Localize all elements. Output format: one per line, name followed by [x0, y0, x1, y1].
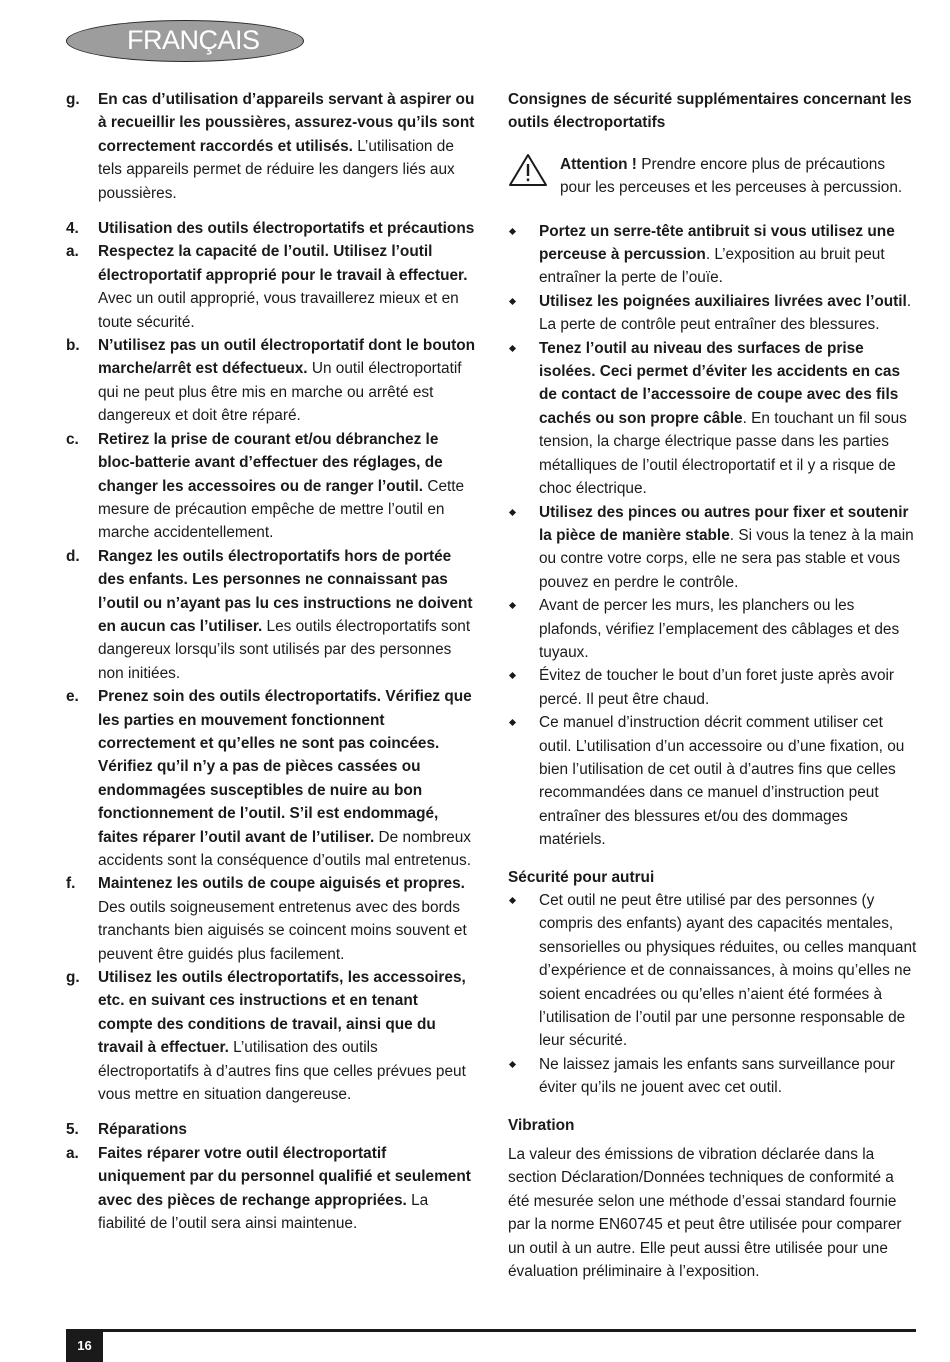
item-text: L’utilisation des outils électroportatifs à d’autres fins que celles prévues peut vous mettre en situation dangereuse.	[98, 1039, 466, 1104]
instruction-e	[66, 685, 476, 872]
item-bold-text: Portez un serre-tête antibruit si vous utilisez une perceuse à percussion	[539, 222, 895, 264]
item-text: Un outil électroportatif qui ne peut plus être mis en marche ou arrêté est dangereux et doit être réparé.	[98, 360, 462, 425]
right-column	[508, 88, 918, 1284]
item-marker: c.	[66, 430, 79, 448]
item-marker: a.	[66, 243, 79, 261]
item-text: Des outils soigneusement entretenus avec des bords tranchants bien aiguisés se coincent moins souvent et peuvent être guidés plus facilement.	[98, 898, 467, 963]
item-bold-text: Respectez la capacité de l’outil. Utilisez l’outil électroportatif approprié pour le travail à effectuer.	[98, 243, 468, 284]
attention-notice	[508, 153, 918, 200]
additional-safety-heading: Consignes de sécurité supplémentaires concernant les outils électroportatifs	[508, 91, 912, 132]
section-5-heading	[66, 1118, 476, 1141]
section-number: 4.	[66, 220, 79, 238]
list-item	[508, 220, 918, 290]
item-text: Évitez de toucher le bout d’un foret juste après avoir percé. Il peut être chaud.	[539, 667, 895, 708]
item-marker: a.	[66, 1144, 79, 1162]
item-bold-text: Faites réparer votre outil électroportatif uniquement par du personnel qualifié et seulement avec des pièces de rechange appropriées.	[98, 1144, 471, 1209]
vibration-paragraph: La valeur des émissions de vibration déclarée dans la section Déclaration/Données techniques de conformité a été mesurée selon une méthode d’essai standard fournie par la norme EN60745 et peut être utilisée pour comparer un outil à un autre. Elle peut aussi être utilisée pour une évaluation préliminaire à l’exposition.	[508, 1146, 902, 1281]
section-title: Utilisation des outils électroportatifs et précautions	[98, 220, 475, 238]
instruction-g	[66, 88, 476, 205]
safety-others-heading: Sécurité pour autrui	[508, 868, 655, 886]
item-marker: e.	[66, 688, 79, 706]
list-item	[508, 501, 918, 595]
bullet-diamond-icon	[509, 897, 516, 904]
bullet-diamond-icon	[509, 1061, 516, 1068]
item-bold-text: Tenez l’outil au niveau des surfaces de prise isolées. Ceci permet d’éviter les accidents en cas de contact de l’accessoire de coupe avec des fils cachés ou son propre câble	[539, 339, 901, 427]
instruction-b	[66, 334, 476, 428]
item-text: . La perte de contrôle peut entraîner des blessures.	[539, 292, 912, 334]
item-text: Avant de percer les murs, les planchers ou les plafonds, vérifiez l’emplacement des câblages et des tuyaux.	[539, 597, 900, 661]
instruction-a-repairs	[66, 1142, 476, 1236]
page-number: 16	[66, 1329, 103, 1362]
item-text: Cette mesure de précaution empêche de mettre l’outil en marche accidentellement.	[98, 477, 465, 542]
left-column	[66, 88, 476, 1236]
bullet-diamond-icon	[509, 602, 516, 609]
language-label: FRANÇAIS	[127, 25, 260, 55]
warning-triangle-icon	[508, 153, 548, 187]
item-text: Avec un outil approprié, vous travaillerez mieux et en toute sécurité.	[98, 290, 459, 331]
bullet-diamond-icon	[509, 508, 516, 515]
instruction-a	[66, 240, 476, 334]
footer-rule	[66, 1329, 916, 1332]
list-item	[508, 664, 918, 711]
bullet-diamond-icon	[509, 719, 516, 726]
bullet-diamond-icon	[509, 298, 516, 305]
item-text: De nombreux accidents sont la conséquence d’outils mal entretenus.	[98, 828, 472, 869]
section-4-heading	[66, 217, 476, 240]
item-marker: b.	[66, 337, 80, 355]
item-text: Cet outil ne peut être utilisé par des personnes (y compris des enfants) ayant des capacités mentales, sensorielles ou physiques réduites, ou celles manquant d’expérience et de connaissances, à moins qu’elles ne soient encadrées ou qu’elles n’aient été formées à l’utilisation de l’outil par une personne responsable de leur sécurité.	[539, 892, 917, 1050]
list-item	[508, 889, 918, 1053]
item-bold-text: Utilisez les outils électroportatifs, les accessoires, etc. en suivant ces instructions et en tenant compte des conditions de travail, ainsi que du travail à effectuer.	[98, 969, 466, 1057]
vibration-heading: Vibration	[508, 1116, 575, 1134]
item-bold-text: N’utilisez pas un outil électroportatif dont le bouton marche/arrêt est défectueux.	[98, 337, 476, 378]
item-bold-text: Rangez les outils électroportatifs hors de portée des enfants. Les personnes ne connaissant pas l’outil ou n’ayant pas lu ces instructions ne doivent en aucun cas l’utiliser.	[98, 547, 473, 635]
section-number: 5.	[66, 1121, 79, 1139]
item-marker: g.	[66, 91, 80, 108]
item-text: Ne laissez jamais les enfants sans surveillance pour éviter qu’ils ne jouent avec cet outil.	[539, 1055, 895, 1097]
item-marker: f.	[66, 875, 76, 893]
drill-safety-list	[508, 220, 918, 852]
item-bold-text: Utilisez les poignées auxiliaires livrées avec l’outil	[539, 292, 907, 310]
safety-others-list	[508, 889, 918, 1100]
item-bold-text: Retirez la prise de courant et/ou débranchez le bloc-batterie avant d’effectuer des réglages, de changer les accessoires ou de ranger l’outil.	[98, 430, 443, 495]
list-item	[508, 290, 918, 337]
item-bold-text: Maintenez les outils de coupe aiguisés et propres.	[98, 875, 465, 893]
item-text: Ce manuel d’instruction décrit comment utiliser cet outil. L’utilisation d’un accessoire ou d’une fixation, ou bien l’utilisation de cet outil à d’autres fins que celles recommandées dans ce manuel d’instruction peut entraîner des blessures et/ou des dommages matériels.	[539, 714, 905, 849]
attention-label: Attention !	[560, 155, 637, 173]
list-item	[508, 1053, 918, 1100]
instruction-d	[66, 545, 476, 685]
item-bold-text: En cas d’utilisation d’appareils servant à aspirer ou à recueillir les poussières, assurez-vous qu’ils sont correctement raccordés et utilisés.	[98, 91, 475, 155]
bullet-diamond-icon	[509, 228, 516, 235]
list-item	[508, 711, 918, 851]
item-text: . L’exposition au bruit peut entraîner la perte de l’ouïe.	[539, 246, 885, 287]
language-tab	[66, 20, 304, 62]
item-text: L’utilisation de tels appareils permet de réduire les dangers liés aux poussières.	[98, 137, 455, 202]
item-bold-text: Utilisez des pinces ou autres pour fixer et soutenir la pièce de manière stable	[539, 503, 909, 544]
list-item	[508, 594, 918, 664]
item-marker: g.	[66, 969, 80, 987]
item-marker: d.	[66, 547, 80, 565]
instruction-c	[66, 428, 476, 545]
instruction-g2	[66, 966, 476, 1106]
instruction-f	[66, 872, 476, 966]
item-text: La fiabilité de l’outil sera ainsi maintenue.	[98, 1191, 429, 1233]
bullet-diamond-icon	[509, 672, 516, 679]
attention-text: Prendre encore plus de précautions pour les perceuses et les perceuses à percussion.	[560, 155, 903, 197]
bullet-diamond-icon	[509, 345, 516, 352]
section-title: Réparations	[98, 1121, 187, 1139]
item-bold-text: Prenez soin des outils électroportatifs. Vérifiez que les parties en mouvement fonctionnent correctement et qu’elles ne sont pas coincées. Vérifiez qu’il n’y a pas de pièces cassées ou endommagées susceptibles de nuire au bon fonctionnement de l’outil. S’il est endommagé, faites réparer l’outil avant de l’utiliser.	[98, 688, 472, 846]
item-text: . Si vous la tenez à la main ou contre votre corps, elle ne sera pas stable et vous pouvez en perdre le contrôle.	[539, 526, 914, 591]
list-item	[508, 337, 918, 501]
item-text: Les outils électroportatifs sont dangereux lorsqu’ils sont utilisés par des personnes non initiées.	[98, 617, 471, 682]
item-text: . En touchant un fil sous tension, la charge électrique passe dans les parties métalliques de l’outil électroportatif et il y a risque de choc électrique.	[539, 409, 907, 498]
